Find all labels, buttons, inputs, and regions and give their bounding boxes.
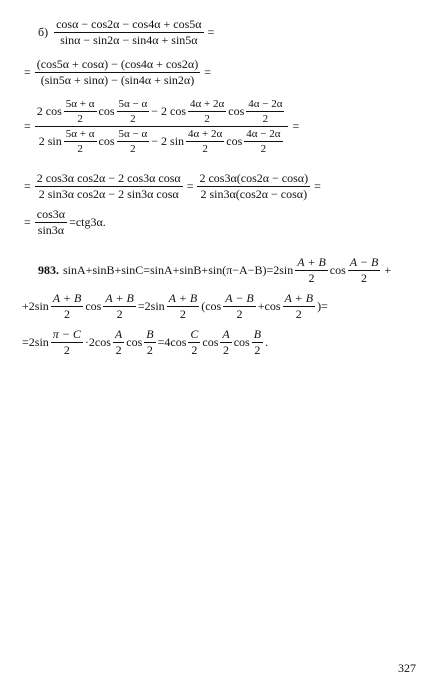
fraction — [35, 208, 67, 237]
fraction — [117, 128, 150, 155]
numerator: A — [114, 327, 123, 341]
numerator: 5α + α — [65, 128, 95, 140]
eq-line-5 — [22, 208, 106, 237]
problem-983-line-2 — [22, 292, 328, 321]
fraction — [223, 292, 256, 321]
fraction — [220, 328, 231, 357]
expression: sinA+sinB+sinC=sinA+sinB+sin(π−A−B)=2sin — [63, 263, 294, 277]
numerator: 4α − 2α — [248, 98, 283, 110]
denominator — [37, 127, 287, 155]
fraction — [54, 18, 203, 47]
numerator: B — [146, 327, 154, 341]
denominator: 2 — [77, 143, 83, 155]
numerator: A — [222, 327, 230, 341]
denominator: sinα − sin2α − sin4α + sin5α — [60, 33, 198, 47]
fraction — [252, 328, 263, 357]
fraction — [51, 292, 84, 321]
denominator: 2 — [179, 307, 186, 321]
term: − 2 sin — [151, 134, 185, 148]
denominator: 2 — [204, 113, 210, 125]
term: +cos — [257, 299, 281, 313]
denominator: 2 — [130, 143, 136, 155]
fraction — [35, 98, 289, 155]
numerator: A + B — [105, 291, 134, 305]
denominator: 2 — [77, 113, 83, 125]
equals-sign: = — [24, 179, 31, 193]
denominator: 2 — [115, 343, 122, 357]
numerator: A + B — [168, 291, 198, 305]
term: =2sin — [22, 335, 49, 349]
denominator: 2 — [116, 307, 123, 321]
fraction — [188, 98, 226, 125]
equals-sign: = — [314, 179, 321, 193]
numerator: A + B — [284, 291, 314, 305]
denominator: 2 — [223, 343, 230, 357]
term: +2sin — [22, 299, 49, 313]
fraction — [51, 328, 83, 357]
fraction — [64, 98, 97, 125]
term: cos — [126, 335, 143, 349]
fraction — [283, 292, 316, 321]
denominator: 2 — [308, 271, 315, 285]
term: =2sin — [137, 299, 165, 313]
numerator: (cos5α + cosα) − (cos4α + cos2α) — [36, 57, 199, 71]
plus-sign: + — [384, 263, 392, 277]
fraction — [186, 128, 224, 155]
term: ·2cos — [84, 335, 111, 349]
denominator: 2 — [64, 307, 71, 321]
fraction — [144, 328, 155, 357]
numerator: 4α + 2α — [190, 98, 225, 110]
problem-983-line-1 — [38, 256, 393, 285]
numerator: π − C — [52, 327, 81, 341]
numerator: A − B — [349, 255, 379, 269]
term: cos — [228, 104, 245, 118]
numerator: 5α − α — [118, 98, 148, 110]
fraction — [117, 98, 150, 125]
term: cos — [226, 134, 243, 148]
problem-983-line-3 — [22, 328, 268, 357]
numerator: 4α + 2α — [188, 128, 223, 140]
fraction — [103, 292, 136, 321]
problem-number: 983. — [38, 263, 59, 277]
term: . — [265, 335, 269, 349]
term: cos — [202, 335, 219, 349]
fraction — [35, 58, 200, 87]
denominator: 2 — [63, 343, 70, 357]
equals-sign: = — [292, 119, 300, 133]
eq-line-3 — [22, 98, 301, 155]
fraction — [244, 128, 282, 155]
equals-sign: = — [24, 215, 31, 229]
numerator: A − B — [225, 291, 254, 305]
denominator: 2 — [295, 307, 302, 321]
fraction — [295, 256, 328, 285]
numerator: 4α − 2α — [246, 128, 281, 140]
fraction — [35, 172, 183, 201]
numerator — [35, 98, 289, 127]
fraction — [197, 172, 310, 201]
equals-sign: = — [204, 65, 211, 79]
term: 2 sin — [38, 134, 62, 148]
fraction — [113, 328, 124, 357]
numerator: cosα − cos2α − cos4α + cos5α — [56, 17, 202, 31]
term: =4cos — [157, 335, 187, 349]
term: cos — [98, 134, 115, 148]
equals-sign: = — [186, 179, 194, 193]
numerator: 5α + α — [65, 98, 95, 110]
numerator: A + B — [297, 255, 326, 269]
term: )= — [317, 299, 328, 313]
equals-sign: = — [24, 119, 31, 133]
numerator: C — [190, 327, 199, 341]
equals-sign: = — [24, 65, 31, 79]
numerator: 2 cos3α(cos2α − cosα) — [199, 171, 309, 185]
term: − 2 cos — [151, 104, 187, 118]
eq-line-1 — [38, 18, 216, 47]
term: (cos — [201, 299, 222, 313]
denominator: 2 — [191, 343, 198, 357]
numerator: 5α − α — [118, 128, 148, 140]
numerator: cos3α — [36, 207, 66, 221]
term: cos — [85, 299, 102, 313]
fraction — [64, 128, 97, 155]
denominator: 2 — [254, 343, 261, 357]
denominator: 2 — [361, 271, 368, 285]
numerator: B — [253, 327, 262, 341]
denominator: (sin5α + sinα) − (sin4α + sin2α) — [40, 73, 195, 87]
fraction — [167, 292, 200, 321]
denominator: 2 sin3α(cos2α − cosα) — [200, 187, 308, 201]
term: cos — [98, 104, 115, 118]
result: =ctg3α. — [69, 215, 106, 229]
denominator: 2 — [260, 143, 267, 155]
fraction — [246, 98, 284, 125]
denominator: 2 — [146, 343, 153, 357]
denominator: 2 — [262, 113, 269, 125]
denominator: 2 — [202, 143, 208, 155]
fraction — [348, 256, 381, 285]
eq-line-4 — [22, 172, 323, 201]
fraction — [188, 328, 200, 357]
term: cos — [233, 335, 250, 349]
part-label: б) — [38, 25, 49, 39]
numerator: 2 cos3α cos2α − 2 cos3α cosα — [36, 171, 181, 185]
denominator: 2 — [130, 113, 136, 125]
page-number: 327 — [398, 661, 416, 675]
denominator: 2 — [236, 307, 243, 321]
term: cos — [329, 263, 346, 277]
denominator: 2 sin3α cos2α − 2 sin3α cosα — [38, 187, 179, 201]
denominator: sin3α — [37, 223, 65, 237]
eq-line-2 — [22, 58, 213, 87]
term: 2 cos — [36, 104, 62, 118]
equals-sign: = — [207, 25, 215, 39]
numerator: A + B — [52, 291, 82, 305]
